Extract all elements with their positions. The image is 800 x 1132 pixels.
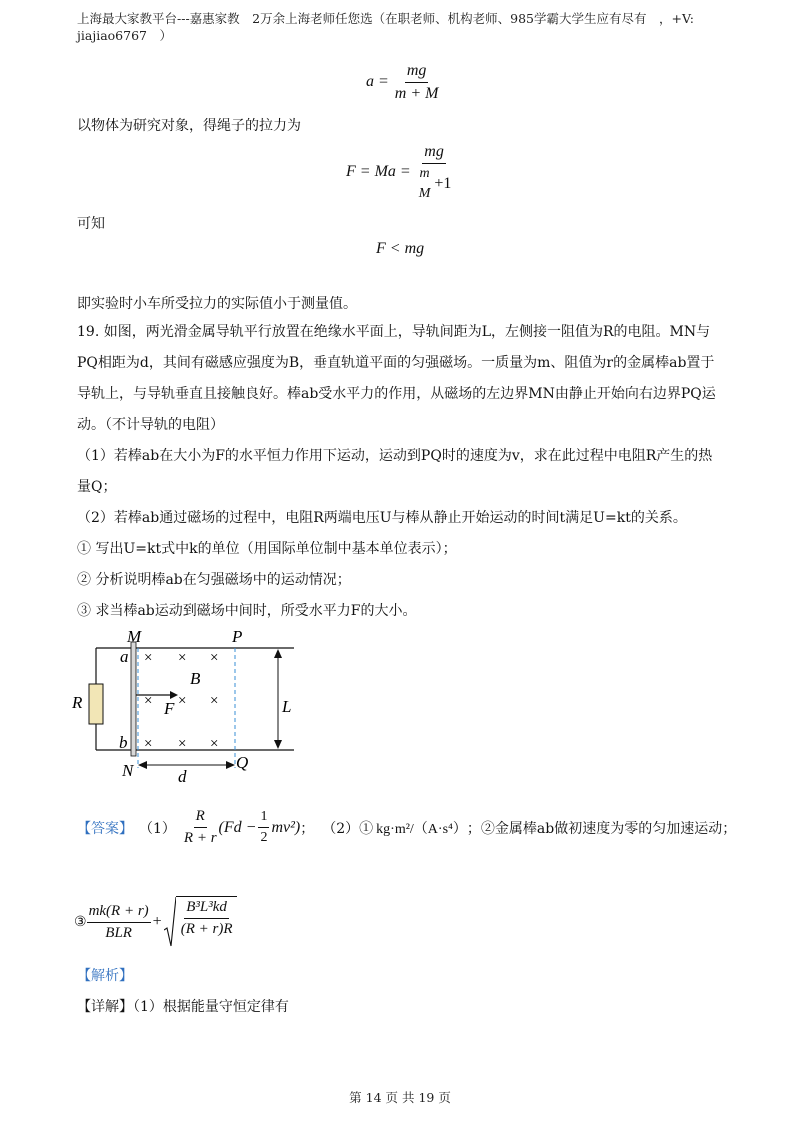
answer-1-fraction	[182, 808, 219, 847]
dimension-L-arrow-bottom	[274, 740, 282, 749]
field-cross: ×	[210, 693, 219, 709]
formula-1-lhs: a =	[366, 73, 389, 91]
label-a: a	[120, 647, 129, 666]
text-rope-tension: 以物体为研究对象，得绳子的拉力为	[77, 118, 301, 134]
dimension-d-arrow-right	[226, 761, 235, 769]
question-19-line-4: 动。（不计导轨的电阻）	[77, 417, 224, 433]
header-line-1: 上海最大家教平台---嘉惠家教 2万余上海老师任您选（在职老师、机构老师、985学霸大学生应有尽有 ，+V:	[77, 11, 694, 26]
formula-2-fraction	[415, 143, 454, 202]
detail-tag: 【详解】	[77, 999, 133, 1015]
field-cross: ×	[178, 693, 187, 709]
text-kezhi: 可知	[77, 216, 105, 232]
label-N: N	[122, 761, 134, 780]
formula-1-denominator: m + M	[394, 85, 439, 102]
answer-3-radicand-fraction	[179, 899, 235, 938]
answer-sep-2: ；②金属棒ab做初速度为零的匀加速运动；	[466, 820, 737, 837]
answer-part3-label: ③	[74, 914, 87, 930]
sqrt-sign	[164, 896, 176, 948]
answer-1-numerator: R	[194, 808, 207, 828]
dimension-L-arrow-top	[274, 649, 282, 658]
answer-3-numerator: mk(R + r)	[87, 903, 151, 923]
answer-line-1	[77, 808, 736, 847]
formula-1-numerator: mg	[405, 62, 429, 83]
force-arrowhead	[170, 691, 178, 699]
page-footer: 第 14 页 共 19 页	[349, 1090, 451, 1105]
circuit-diagram	[60, 622, 340, 790]
question-19-line-3: 导轨上，与导轨垂直且接触良好。棒ab受水平力的作用，从磁场的左边界MN由静止开始向右边界PQ运	[77, 386, 716, 402]
label-R: R	[72, 693, 83, 712]
answer-1-half	[258, 809, 269, 846]
field-cross: ×	[144, 736, 153, 752]
answer-3-radicand-denominator: (R + r)R	[180, 921, 233, 937]
answer-line-2	[74, 896, 237, 948]
label-M: M	[127, 627, 142, 646]
answer-1-half-denominator: 2	[260, 830, 268, 845]
answer-1-paren: (Fd −	[218, 818, 257, 836]
question-19-line-5: （1）若棒ab在大小为F的水平恒力作用下运动，运动到PQ时的速度为v，求在此过程中电阻R产生的热	[77, 448, 713, 464]
answer-part1-label: （1）	[139, 820, 176, 837]
field-cross: ×	[144, 650, 153, 666]
formula-2-lhs: F = Ma =	[346, 163, 411, 181]
label-B: B	[190, 669, 201, 688]
detail-line	[77, 997, 289, 1017]
field-cross: ×	[210, 650, 219, 666]
label-L: L	[282, 697, 292, 716]
answer-1-tail: mv²)	[271, 818, 301, 836]
formula-tension	[346, 143, 453, 202]
formula-1-fraction	[393, 62, 441, 103]
answer-3-radicand	[176, 896, 238, 948]
question-19-line-9: ② 分析说明棒ab在匀强磁场中的运动情况；	[77, 572, 351, 588]
detail-text: （1）根据能量守恒定律有	[133, 999, 289, 1015]
label-P: P	[232, 627, 243, 646]
field-cross: ×	[144, 693, 153, 709]
answer-3-radicand-numerator: B³L³kd	[184, 899, 229, 919]
formula-inequality: F < mg	[376, 240, 425, 257]
label-b: b	[119, 733, 128, 752]
metal-rod-ab	[131, 642, 136, 756]
formula-2-inner-numerator: m	[419, 166, 430, 181]
answer-3-sqrt	[164, 896, 238, 948]
formula-acceleration	[366, 62, 440, 103]
header-line-2: jiajiao6767 ）	[77, 28, 172, 43]
field-cross: ×	[210, 736, 219, 752]
field-cross: ×	[178, 650, 187, 666]
field-cross: ×	[178, 736, 187, 752]
question-19-line-6: 量Q；	[77, 479, 117, 495]
answer-3-fraction	[87, 903, 151, 942]
resistor	[89, 684, 103, 724]
formula-2-inner-fraction	[417, 166, 433, 202]
answer-3-denominator: BLR	[105, 924, 132, 941]
answer-unit: kg·m²/（A·s⁴）	[376, 821, 467, 837]
dimension-d-arrow-left	[138, 761, 147, 769]
formula-2-numerator: mg	[422, 143, 446, 164]
question-19-line-10: ③ 求当棒ab运动到磁场中间时，所受水平力F的大小。	[77, 603, 417, 619]
label-d: d	[178, 767, 187, 786]
answer-1-half-numerator: 1	[258, 809, 269, 828]
formula-2-inner-denominator: M	[418, 186, 431, 201]
answer-tag: 【答案】	[77, 820, 133, 837]
question-19-line-8: ① 写出U=kt式中k的单位（用国际单位制中基本单位表示）；	[77, 541, 457, 557]
question-19-line-7: （2）若棒ab通过磁场的过程中，电阻R两端电压U与棒从静止开始运动的时间t满足U=kt的关系。	[77, 510, 687, 526]
answer-sep-1: ；	[300, 820, 315, 837]
answer-part2-label: （2）①	[322, 820, 374, 837]
question-19-line-1: 19. 如图，两光滑金属导轨平行放置在绝缘水平面上，导轨间距为L，左侧接一阻值为R的电阻。MN与	[77, 324, 711, 340]
answer-3-plus: +	[152, 913, 162, 930]
analysis-tag: 【解析】	[77, 968, 133, 984]
answer-1-denominator: R + r	[183, 830, 217, 846]
label-F: F	[164, 699, 175, 718]
label-Q: Q	[236, 753, 249, 772]
text-conclusion: 即实验时小车所受拉力的实际值小于测量值。	[77, 296, 357, 312]
formula-2-denominator	[415, 164, 454, 202]
question-19-line-2: PQ相距为d，其间有磁感应强度为B，垂直轨道平面的匀强磁场。一质量为m、阻值为r的金属棒ab置于	[77, 355, 715, 371]
page-header	[77, 10, 737, 44]
formula-2-plus-one: +1	[434, 175, 452, 192]
